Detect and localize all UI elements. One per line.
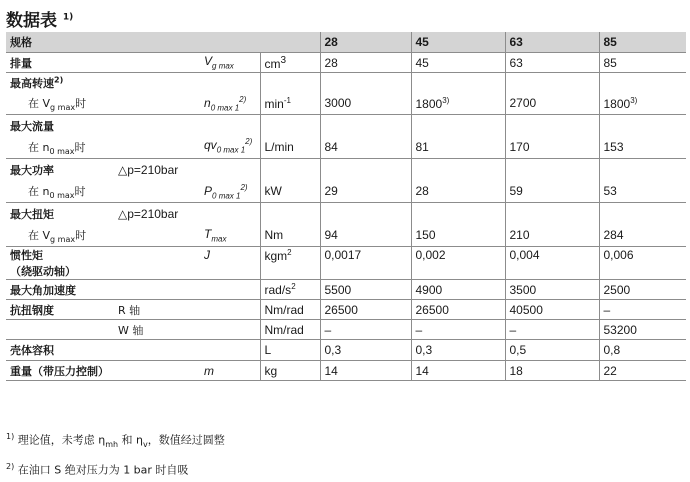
footnote-2: $^{2)}$ 在油口 S 绝对压力为 1 bar 时自吸 [6,461,189,477]
row-speed-label: 最高转速$^{2)}$ [6,73,686,93]
row-speed: 在 $V_{g max}$时 $n_{0 max 1}^{2)}$ $\min^{-1}$ 3000 1800$^{3)}$ 2700 1800$^{3)}$ [6,93,686,115]
row-flow-label: 最大流量 [6,115,686,137]
row-inertia: 惯性矩 J kgm$^2$ 0,0017 0,002 0,004 0,006 [6,247,686,264]
size-45: 45 [411,32,505,53]
size-85: 85 [599,32,686,53]
size-63: 63 [505,32,599,53]
row-displacement: 排量 $V_{g max}$ $cm^3$ 28 45 63 85 [6,53,686,73]
row-flow: 在 $n_{0 max}$时 $qv_{0 max 1}^{2)}$ L/min 84 81 170 153 [6,137,686,159]
row-inertia-sub: （绕驱动轴） [6,263,686,280]
row-case-volume: 壳体容积 L 0,3 0,3 0,5 0,8 [6,340,686,361]
data-table [6,32,686,381]
row-power: 在 $n_{0 max}$时 $P_{0 max 1}^{2)}$ kW 29 28 59 53 [6,181,686,203]
row-acceleration: 最大角加速度 rad/$s^2$ 5500 4900 3500 2500 [6,280,686,300]
size-28: 28 [320,32,411,53]
row-power-label: 最大功率 △p=210bar [6,159,686,181]
header-row [6,32,686,53]
footnotes [6,426,225,482]
table-title: 数据表 $^{1)}$ [6,11,74,31]
row-stiffness-r: 抗扭钢度 R 轴 Nm/rad 26500 26500 40500 – [6,300,686,320]
row-torque: 在 $V_{g max}$时 $T_{max}$ Nm 94 150 210 284 [6,225,686,247]
footnote-1: $^{1)}$ 理论值，未考虑 $\eta_{mh}$ 和 $\eta_v$，数值经过圆整 [6,432,225,449]
row-stiffness-w: W 轴 Nm/rad – – – 53200 [6,320,686,340]
header-label: 规格 [6,32,320,53]
row-torque-label: 最大扭矩 △p=210bar [6,203,686,225]
row-weight: 重量（带压力控制） m kg 14 14 18 22 [6,361,686,381]
